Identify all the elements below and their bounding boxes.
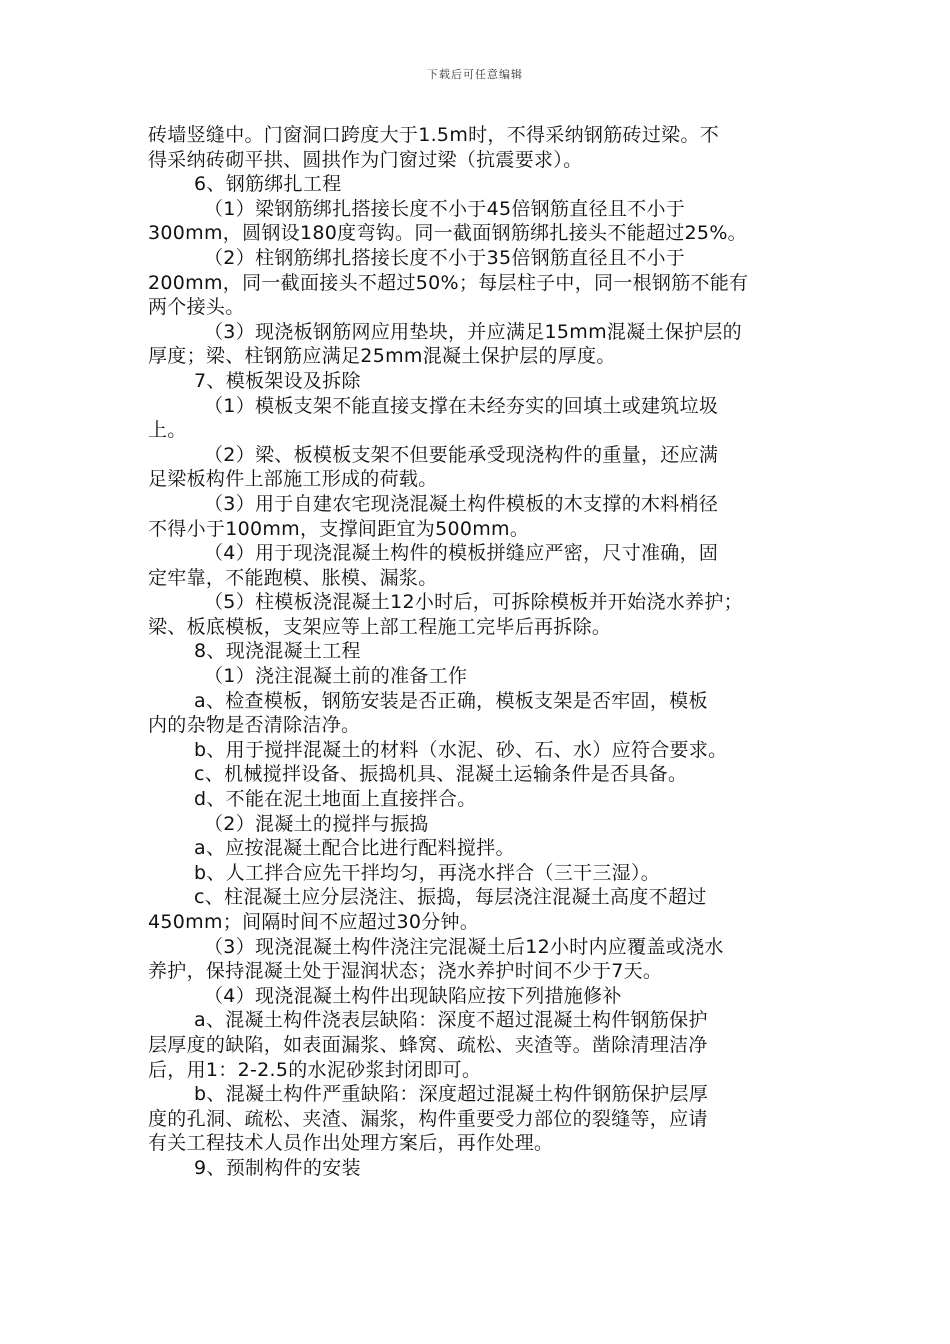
text-line: 不得小于100mm，支撑间距宜为500mm。 (148, 517, 530, 540)
text-line: （1）浇注混凝土前的准备工作 (204, 665, 468, 688)
text-line: （2）梁、板模板支架不但要能承受现浇构件的重量，还应满 (204, 443, 719, 466)
text-line: 厚度；梁、柱钢筋应满足25mm混凝土保护层的厚度。 (148, 345, 616, 368)
text-line: （2）混凝土的搅拌与振捣 (204, 812, 429, 835)
text-line: （4）现浇混凝土构件出现缺陷应按下列措施修补 (204, 984, 622, 1007)
text-line: 有关工程技术人员作出处理方案后，再作处理。 (148, 1132, 554, 1155)
text-line: a、混凝土构件浇表层缺陷：深度不超过混凝土构件钢筋保护 (194, 1009, 708, 1032)
text-line: 度的孔洞、疏松、夹渣、漏浆，构件重要受力部位的裂缝等，应请 (148, 1107, 708, 1130)
text-line: 后，用1：2-2.5的水泥砂浆封闭即可。 (148, 1058, 482, 1081)
text-line: b、用于搅拌混凝土的材料（水泥、砂、石、水）应符合要求。 (194, 738, 728, 761)
text-line: a、检查模板，钢筋安装是否正确，模板支架是否牢固，模板 (194, 689, 708, 712)
text-line: d、不能在泥土地面上直接拌合。 (194, 788, 477, 811)
page-header: 下载后可任意编辑 (427, 68, 523, 81)
text-line: 6、钢筋绑扎工程 (194, 173, 342, 196)
text-line: （1）模板支架不能直接支撑在未经夯实的回填土或建筑垃圾 (204, 394, 719, 417)
text-line: 两个接头。 (148, 296, 245, 319)
text-line: 梁、板底模板，支架应等上部工程施工完毕后再拆除。 (148, 615, 612, 638)
text-line: （4）用于现浇混凝土构件的模板拼缝应严密，尺寸准确，固 (204, 542, 719, 565)
text-line: （1）梁钢筋绑扎搭接长度不小于45倍钢筋直径且不小于 (204, 197, 686, 220)
text-line: 养护，保持混凝土处于湿润状态；浇水养护时间不少于7天。 (148, 960, 663, 983)
text-line: c、柱混凝土应分层浇注、振捣，每层浇注混凝土高度不超过 (194, 886, 707, 909)
text-line: （3）现浇板钢筋网应用垫块，并应满足15mm混凝土保护层的 (204, 320, 742, 343)
text-line: （3）现浇混凝土构件浇注完混凝土后12小时内应覆盖或浇水 (204, 935, 724, 958)
text-line: 定牢靠，不能跑模、胀模、漏浆。 (148, 566, 438, 589)
text-line: （5）柱模板浇混凝土12小时后，可拆除模板并开始浇水养护； (204, 591, 743, 614)
text-line: c、机械搅拌设备、振捣机具、混凝土运输条件是否具备。 (194, 763, 688, 786)
text-line: 砖墙竖缝中。门窗洞口跨度大于1.5m时，不得采纳钢筋砖过梁。不 (148, 124, 720, 146)
text-line: 7、模板架设及拆除 (194, 369, 361, 392)
text-line: 足梁板构件上部施工形成的荷载。 (148, 468, 438, 491)
text-line: 层厚度的缺陷，如表面漏浆、蜂窝、疏松、夹渣等。凿除清理洁净 (148, 1033, 708, 1056)
text-line: 200mm，同一截面接头不超过50%；每层柱子中，同一根钢筋不能有 (148, 271, 749, 294)
text-line: （2）柱钢筋绑扎搭接长度不小于35倍钢筋直径且不小于 (204, 246, 686, 269)
text-line: 内的杂物是否清除洁净。 (148, 714, 361, 737)
text-line: 300mm，圆钢设180度弯钩。同一截面钢筋绑扎接头不能超过25%。 (148, 222, 747, 245)
text-line: 8、现浇混凝土工程 (194, 640, 361, 663)
text-line: 上。 (148, 419, 187, 442)
text-line: a、应按混凝土配合比进行配料搅拌。 (194, 837, 515, 860)
text-line: 得采纳砖砌平拱、圆拱作为门窗过梁（抗震要求）。 (148, 148, 583, 171)
text-line: b、人工拌合应先干拌均匀，再浇水拌合（三干三湿）。 (194, 861, 661, 884)
text-line: b、混凝土构件严重缺陷：深度超过混凝土构件钢筋保护层厚 (194, 1083, 709, 1106)
text-line: 450mm；间隔时间不应超过30分钟。 (148, 911, 480, 933)
text-line: 9、预制构件的安装 (194, 1156, 361, 1179)
text-line: （3）用于自建农宅现浇混凝土构件模板的木支撑的木料梢径 (204, 492, 719, 515)
document-body (148, 123, 808, 1181)
